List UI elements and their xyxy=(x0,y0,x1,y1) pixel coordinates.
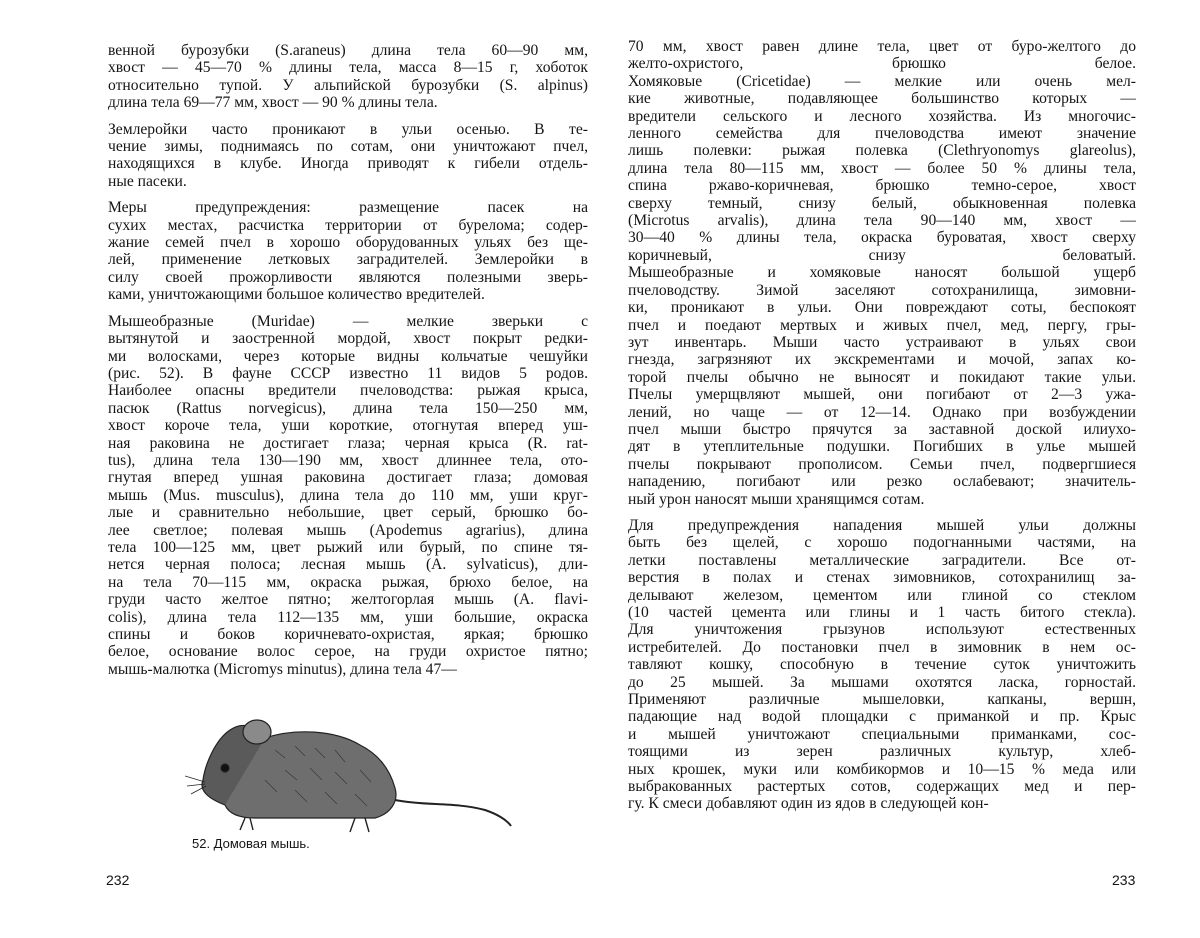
text-line: Землеройки часто проникают в ульи осенью. В те- xyxy=(108,120,588,138)
text-line: длина тела 69—77 мм, хвост — 90 % длины тела. xyxy=(108,94,438,112)
text-line: хвост короче тела, уши короткие, отогнутая вперед уш- xyxy=(108,417,588,435)
text-line: ми волосками, через которые видны кольчатые чешуйки xyxy=(108,347,588,365)
text-line: пасюк (Rattus norvegicus), длина тела 150—250 мм, xyxy=(108,399,588,417)
text-line: ные пасеки. xyxy=(108,172,187,190)
text-line: кие животные, подавляющее большинство которых — xyxy=(628,90,1136,108)
text-line: мышь-малютка (Micromys minutus), длина тела 47— xyxy=(108,660,457,678)
figure-caption: 52. Домовая мышь. xyxy=(192,836,310,851)
text-line: Для предупреждения нападения мышей ульи должны xyxy=(628,516,1136,534)
text-line: мышь (Mus. musculus), длина тела до 110 мм, уши круг- xyxy=(108,486,588,504)
text-line: ных крошек, муки или комбикормов и 10—15 % меда или xyxy=(628,760,1136,778)
text-line: жание семей пчел в хорошо оборудованных ульях без ще- xyxy=(108,234,588,252)
text-line: сверху темный, снизу белый, обыкновенная полевка xyxy=(628,194,1136,212)
right-text-column xyxy=(628,38,1136,813)
paragraph-gap xyxy=(108,304,588,313)
text-line: выбракованных растертых сотов, содержащих мед и пер- xyxy=(628,778,1136,796)
paragraph-gap xyxy=(628,508,1136,517)
text-line: лые и сравнительно небольшие, цвет серый, брюшко бо- xyxy=(108,504,588,522)
text-line: лей, применение летковых заградителей. Землеройки в xyxy=(108,251,588,269)
text-line: до 25 мышей. За мышами охотятся ласка, горностай. xyxy=(628,673,1136,691)
text-line: гнезда, загрязняют их экскрементами и мочой, запах ко- xyxy=(628,351,1136,369)
text-line: торой пчелы обычно не выносят и покидают такие ульи. xyxy=(628,368,1136,386)
right-page xyxy=(600,0,1200,938)
text-line: ная раковина не достигает глаза; черная крыса (R. rat- xyxy=(108,434,588,452)
text-line: спины и боков коричневато-охристая, яркая; брюшко xyxy=(108,626,588,643)
text-line: хвост — 45—70 % длины тела, масса 8—15 г, хоботок xyxy=(108,59,588,77)
text-line: тавляют кошку, способную в течение суток уничтожить xyxy=(628,656,1136,674)
text-line: пчеловодству. Зимой заселяют сотохранилища, зимовни- xyxy=(628,281,1136,299)
text-line: лишь полевки: рыжая полевка (Clethryonomys glareolus), xyxy=(628,142,1136,160)
text-line: Для уничтожения грызунов используют естественных xyxy=(628,621,1136,639)
text-line: тоящими из зерен различных культур, хлеб- xyxy=(628,743,1136,761)
text-line: длина тела 80—115 мм, хвост — более 50 % длины тела, xyxy=(628,159,1136,177)
text-line: Хомяковые (Cricetidae) — мелкие или очень мел- xyxy=(628,72,1136,90)
text-line: быть без щелей, с хорошо подогнанными частями, на xyxy=(628,534,1136,552)
text-line: и мышей уничтожают специальными приманками, сос- xyxy=(628,725,1136,743)
text-line: делывают железом, цементом или глиной со стеклом xyxy=(628,586,1136,604)
text-line: груди часто желтое пятно; желтогорлая мышь (A. flavi- xyxy=(108,591,588,609)
text-line: Мышеобразные (Muridae) — мелкие зверьки с xyxy=(108,312,588,330)
text-line: гу. К смеси добавляют один из ядов в следующей кон- xyxy=(628,795,989,813)
paragraph-gap xyxy=(108,190,588,199)
text-line: пчелы покрывают прополисом. Семьи пчел, подвергшиеся xyxy=(628,455,1136,473)
text-line: гнутая вперед ушная раковина достигает глаза; домовая xyxy=(108,469,588,487)
text-line: белое, основание волос серое, на груди охристое пятно; xyxy=(108,643,588,661)
text-line: на тела 70—115 мм, окраска рыжая, брюхо белое, на xyxy=(108,573,588,591)
text-line: зут инвентарь. Мыши часто устраивают в ульях свои xyxy=(628,333,1136,351)
text-line: ками, уничтожающими большое количество вредителей. xyxy=(108,286,485,304)
text-line: венной бурозубки (S.araneus) длина тела 60—90 мм, xyxy=(108,42,588,59)
text-line: (Microtus arvalis), длина тела 90—140 мм, хвост — xyxy=(628,212,1136,230)
text-line: Меры предупреждения: размещение пасек на xyxy=(108,199,588,217)
text-line: ки, проникают в ульи. Они повреждают соты, беспокоят xyxy=(628,299,1136,317)
text-line: tus), длина тела 130—190 мм, хвост длиннее тела, ото- xyxy=(108,451,588,469)
text-line: 70 мм, хвост равен длине тела, цвет от буро-желтого до xyxy=(628,38,1136,55)
text-line: пчел мыши быстро прячутся за заставной доской илиухо- xyxy=(628,420,1136,438)
text-line: дят в утеплительные подушки. Погибших в улье мышей xyxy=(628,438,1136,456)
text-line: коричневый, снизу беловатый. xyxy=(628,246,1136,264)
text-line: тела 100—125 мм, цвет рыжий или бурый, по спине тя- xyxy=(108,538,588,556)
text-line: (10 частей цемента или глины и 1 часть битого стекла). xyxy=(628,604,1136,621)
left-text-column xyxy=(108,42,588,678)
page-number: 232 xyxy=(106,872,130,888)
text-line: нется черная полоса; лесная мышь (A. sylvaticus), дли- xyxy=(108,556,588,574)
text-line: (рис. 52). В фауне СССР известно 11 видов 5 родов. xyxy=(108,364,588,382)
text-line: вытянутой и заостренной мордой, хвост покрыт редки- xyxy=(108,330,588,348)
text-line: вредители сельского и лесного хозяйства. Из многочис- xyxy=(628,107,1136,125)
text-line: Наиболее опасны вредители пчеловодства: рыжая крыса, xyxy=(108,382,588,400)
text-line: находящихся в клубе. Иногда приводят к гибели отдель- xyxy=(108,155,588,173)
page-number: 233 xyxy=(1112,872,1136,888)
text-line: 30—40 % длины тела, окраска буроватая, хвост сверху xyxy=(628,229,1136,247)
house-mouse-illustration xyxy=(185,710,515,840)
text-line: истребителей. До постановки пчел в зимовник в нем ос- xyxy=(628,638,1136,656)
text-line: падающие над водой площадки с приманкой и пр. Крыс xyxy=(628,708,1136,726)
text-line: ленного семейства для пчеловодства имеют значение xyxy=(628,125,1136,143)
text-line: лений, но чаще — от 12—14. Однако при возбуждении xyxy=(628,403,1136,421)
text-line: нападению, погибают или резко ослабевают; значитель- xyxy=(628,473,1136,491)
text-line: желто-охристого, брюшко белое. xyxy=(628,55,1136,73)
text-line: Мышеобразные и хомяковые наносят большой ущерб xyxy=(628,264,1136,282)
text-line: спина ржаво-коричневая, брюшко темно-серое, хвост xyxy=(628,177,1136,195)
text-line: лее светлое; полевая мышь (Apodemus agrarius), длина xyxy=(108,521,588,539)
text-line: сухих местах, расчистка территории от бурелома; содер- xyxy=(108,216,588,234)
text-line: пчел и поедают мертвых и живых пчел, мед, пергу, гры- xyxy=(628,316,1136,334)
paragraph-gap xyxy=(108,112,588,121)
text-line: Пчелы умерщвляют мышей, они погибают от 2—3 ужа- xyxy=(628,386,1136,404)
text-line: чение зимы, поднимаясь по сотам, они уничтожают пчел, xyxy=(108,138,588,156)
text-line: colis), длина тела 112—135 мм, уши большие, окраска xyxy=(108,608,588,626)
text-line: верстия в полах и стенах зимовников, сотохранилищ за- xyxy=(628,569,1136,587)
text-line: Применяют различные мышеловки, капканы, вершн, xyxy=(628,691,1136,709)
text-line: летки поставлены металлические заградители. Все от- xyxy=(628,551,1136,569)
text-line: относительно тупой. У альпийской бурозубки (S. alpinus) xyxy=(108,76,588,94)
text-line: силу своей прожорливости являются полезными зверь- xyxy=(108,268,588,286)
text-line: ный урон наносят мыши хранящимся сотам. xyxy=(628,490,925,508)
